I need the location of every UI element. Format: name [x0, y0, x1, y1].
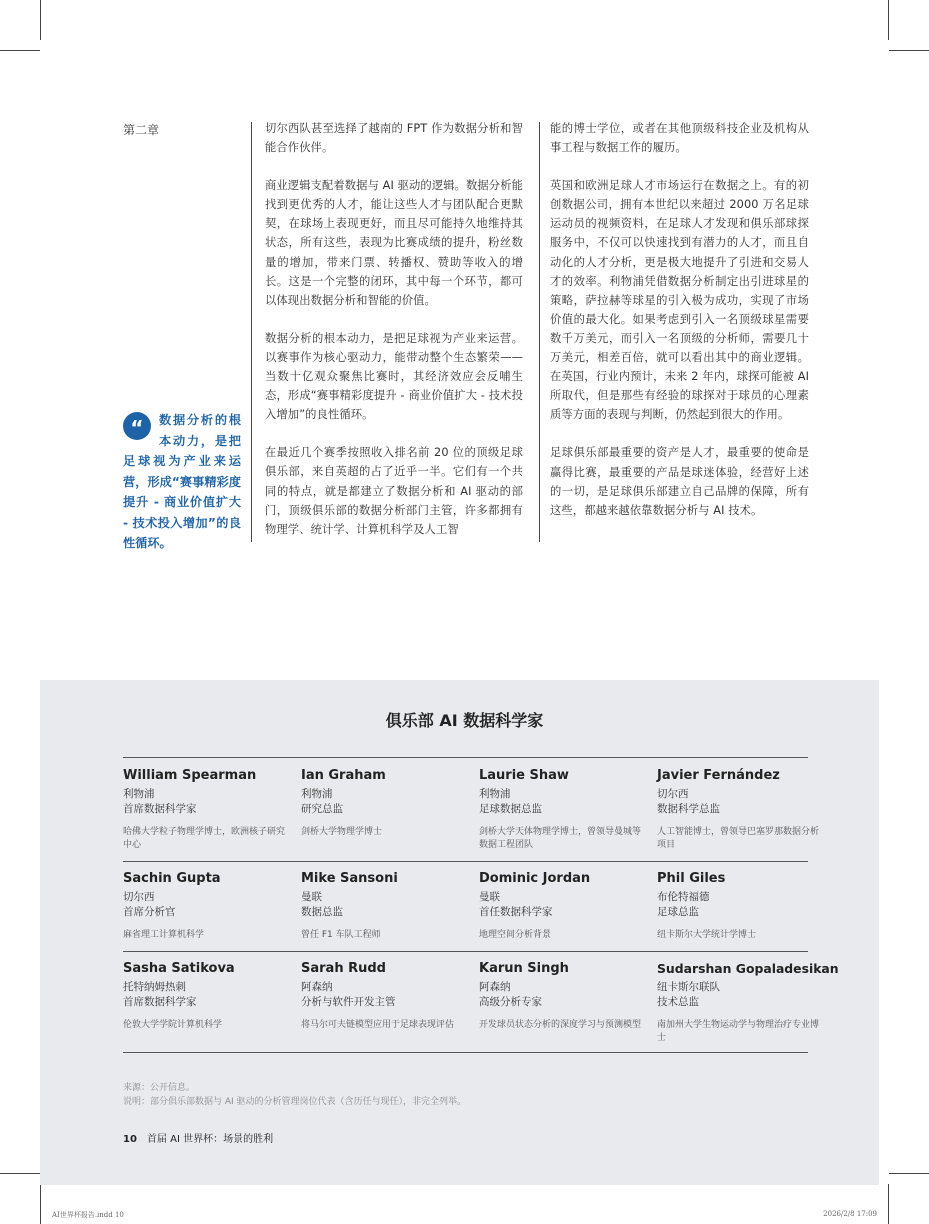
- scientist-card: [657, 768, 825, 852]
- scientist-background: 开发球员状态分析的深度学习与预测模型: [479, 1020, 642, 1030]
- paragraph: 在最近几个赛季按照收入排名前 20 位的顶级足球俱乐部，来自英超的占了近乎一半。它们有一个共同的特点，就是都建立了数据分析和 AI 驱动的部门，顶级俱乐部的数据分析部门主管，许多都拥有物理学、统计学、计算机科学及人工智: [265, 446, 523, 536]
- panel-rule: [123, 757, 808, 758]
- publication-title: 首届 AI 世界杯：场景的胜利: [146, 1134, 274, 1145]
- scientist-name: Dominic Jordan: [479, 871, 591, 886]
- scientist-background: 剑桥大学物理学博士: [301, 827, 383, 837]
- scientist-background: 南加州大学生物运动学与物理治疗专业博士: [657, 1020, 820, 1043]
- column-divider: [539, 122, 540, 542]
- panel-title: 俱乐部 AI 数据科学家: [385, 711, 544, 730]
- crop-mark: [889, 1173, 929, 1174]
- paragraph: 能的博士学位，或者在其他顶级科技企业及机构从事工程与数据工作的履历。: [550, 122, 809, 155]
- scientist-card: [479, 961, 647, 1032]
- chapter-label: 第二章: [123, 123, 160, 137]
- text-column-1: [265, 119, 523, 558]
- scientist-club: 利物浦: [301, 788, 333, 800]
- scientist-name: Phil Giles: [657, 871, 726, 886]
- slug-date: 2026/2/8 17:09: [823, 1210, 877, 1218]
- scientist-background: 伦敦大学学院计算机科学: [123, 1020, 223, 1030]
- scientist-card: [301, 768, 469, 839]
- scientist-background: 麻省理工计算机科学: [123, 930, 205, 940]
- scientist-card: [301, 961, 469, 1032]
- source-note: 来源：公开信息。: [123, 1083, 196, 1093]
- scientist-role: 首席数据科学家: [123, 803, 197, 815]
- scientist-name: Sudarshan Gopaladesikan: [657, 961, 839, 976]
- scientist-card: [301, 871, 469, 942]
- panel-rule: [123, 1052, 808, 1053]
- page-number: 10: [123, 1134, 137, 1145]
- panel-rule: [123, 951, 808, 952]
- scientist-background: 将马尔可夫链模型应用于足球表现评估: [301, 1020, 455, 1030]
- scientist-club: 托特纳姆热刺: [123, 981, 186, 993]
- quote-icon: “: [123, 412, 151, 440]
- scientist-card: [479, 871, 647, 942]
- page-footer: [123, 1130, 273, 1145]
- scientist-role: 足球总监: [657, 906, 699, 918]
- column-divider: [251, 122, 252, 542]
- scientist-background: 人工智能博士，曾领导巴塞罗那数据分析项目: [657, 827, 820, 850]
- scientist-card: [123, 961, 291, 1032]
- scientist-card: [123, 768, 291, 852]
- scientist-background: 地理空间分析背景: [479, 930, 552, 940]
- scientist-club: 切尔西: [657, 788, 689, 800]
- scientist-card: [657, 961, 857, 1045]
- scientist-club: 曼联: [479, 891, 500, 903]
- scientist-background: 哈佛大学粒子物理学博士，欧洲核子研究中心: [123, 827, 286, 850]
- scientist-role: 数据总监: [301, 906, 343, 918]
- crop-mark: [0, 1173, 40, 1174]
- scientist-club: 切尔西: [123, 891, 155, 903]
- scientist-role: 研究总监: [301, 803, 343, 815]
- scientist-name: Ian Graham: [301, 768, 386, 783]
- scientist-club: 布伦特福德: [657, 891, 710, 903]
- crop-mark: [889, 50, 929, 51]
- crop-mark: [888, 0, 889, 40]
- crop-mark: [40, 0, 41, 40]
- scientist-club: 利物浦: [479, 788, 511, 800]
- panel-rule: [123, 861, 808, 862]
- scientist-role: 技术总监: [657, 996, 699, 1008]
- crop-mark: [0, 50, 40, 51]
- scientist-club: 曼联: [301, 891, 322, 903]
- scientist-club: 利物浦: [123, 788, 155, 800]
- scientist-name: Sasha Satikova: [123, 961, 235, 976]
- scientist-card: [123, 871, 291, 942]
- scientist-role: 高级分析专家: [479, 996, 542, 1008]
- slug-file: AI世界杯报告.indd 10: [52, 1211, 124, 1219]
- scientist-name: Sarah Rudd: [301, 961, 386, 976]
- scientist-role: 首席数据科学家: [123, 996, 197, 1008]
- scientist-club: 阿森纳: [479, 981, 511, 993]
- text-column-2: [550, 119, 809, 539]
- pull-quote: [123, 410, 241, 554]
- scientist-role: 首席分析官: [123, 906, 176, 918]
- scientist-name: Mike Sansoni: [301, 871, 398, 886]
- scientist-background: 纽卡斯尔大学统计学博士: [657, 930, 757, 940]
- scientist-name: Javier Fernández: [657, 768, 780, 783]
- scientist-name: Sachin Gupta: [123, 871, 221, 886]
- pull-quote-text: 数据分析的根本动力，是把足球视为产业来运营，形成“赛事精彩度提升 - 商业价值扩大 - 技术投入增加”的良性循环。: [123, 413, 241, 550]
- scientist-role: 数据科学总监: [657, 803, 720, 815]
- paragraph: 英国和欧洲足球人才市场运行在数据之上。有的初创数据公司，拥有本世纪以来超过 2000 万名足球运动员的视频资料，在足球人才发现和俱乐部球探服务中，不仅可以快速找到有潜力的人才，而且自动化的人才分析，更是极大地提升了引进和交易人才的效率。利物浦凭借数据分析制定出引进球星的策略，萨拉赫等球星的引入极为成功，实现了市场价值的最大化。如果考虑到引入一名顶级球星需要数千万美元，而引入一名顶级的分析师，需要几十万美元，相差百倍，就可以看出其中的商业逻辑。在英国，行业内预计，未来 2 年内，球探可能被 AI 所取代，但是那些有经验的球探对于球员的心理素质等方面的表现与判断，仍然起到很大的作用。: [550, 179, 809, 422]
- paragraph: 足球俱乐部最重要的资产是人才，最重要的使命是赢得比赛，最重要的产品是球迷体验，经营好上述的一切，是足球俱乐部建立自己品牌的保障，所有这些，都越来越依靠数据分析与 AI 技术。: [550, 446, 809, 517]
- scientist-background: 曾任 F1 车队工程师: [301, 930, 381, 940]
- scientist-name: Laurie Shaw: [479, 768, 569, 783]
- scientist-background: 剑桥大学天体物理学博士，曾领导曼城等数据工程团队: [479, 827, 642, 850]
- scientist-club: 纽卡斯尔联队: [657, 981, 720, 993]
- paragraph: 数据分析的根本动力，是把足球视为产业来运营。以赛事作为核心驱动力，能带动整个生态繁荣——当数十亿观众聚焦比赛时，其经济效应会反哺生态，形成“赛事精彩度提升 - 商业价值扩大 - 技术投入增加”的良性循环。: [265, 331, 523, 422]
- paragraph: 商业逻辑支配着数据与 AI 驱动的逻辑。数据分析能找到更优秀的人才，能让这些人才与团队配合更默契，在球场上表现更好，而且尽可能持久地维持其状态，所有这些，表现为比赛成绩的提升，粉丝数量的增加，带来门票、转播权、赞助等收入的增长。这是一个完整的闭环，其中每一个环节，都可以体现出数据分析和智能的价值。: [265, 179, 523, 307]
- explanation-note: 说明：部分俱乐部数据与 AI 驱动的分析管理岗位代表（含历任与现任），非完全列举。: [123, 1097, 467, 1107]
- scientist-card: [479, 768, 647, 852]
- scientist-role: 分析与软件开发主管: [301, 996, 396, 1008]
- crop-mark: [40, 1184, 41, 1224]
- scientist-role: 足球数据总监: [479, 803, 542, 815]
- crop-mark: [888, 1184, 889, 1224]
- scientist-role: 首任数据科学家: [479, 906, 553, 918]
- scientist-club: 阿森纳: [301, 981, 333, 993]
- scientist-name: William Spearman: [123, 768, 257, 783]
- scientist-name: Karun Singh: [479, 961, 569, 976]
- scientist-card: [657, 871, 825, 942]
- paragraph: 切尔西队甚至选择了越南的 FPT 作为数据分析和智能合作伙伴。: [265, 122, 523, 155]
